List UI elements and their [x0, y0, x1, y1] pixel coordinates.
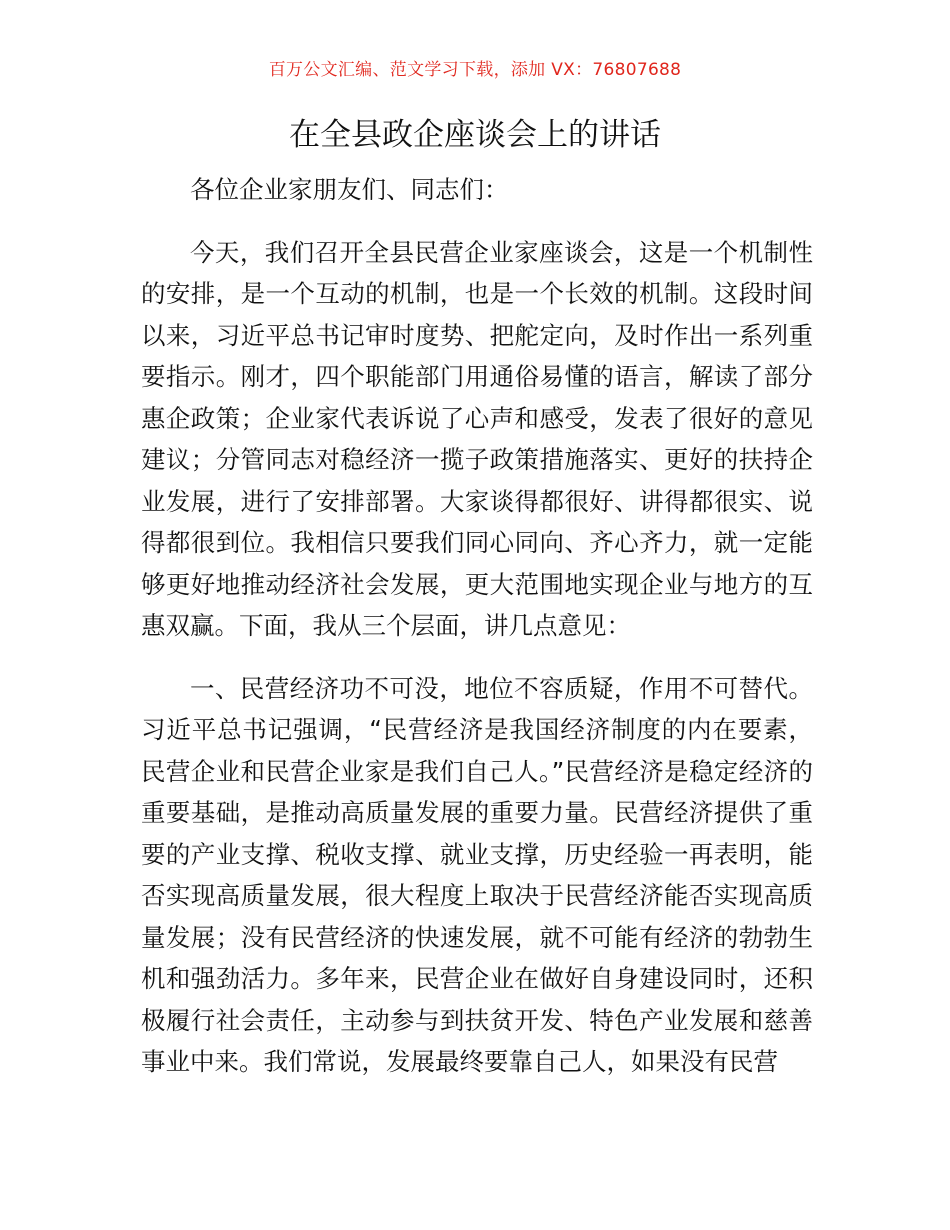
speech-body	[141, 169, 813, 1083]
greeting-line: 各位企业家朋友们、同志们：	[190, 175, 509, 204]
page-title: 在全县政企座谈会上的讲话	[289, 117, 661, 153]
paragraph-intro: 今天，我们召开全县民营企业家座谈会，这是一个机制性的安排，是一个互动的机制，也是一个长效的机制。这段时间以来，习近平总书记审时度势、把舵定向，及时作出一系列重要指示。刚才，四个职能部门用通俗易懂的语言，解读了部分惠企政策；企业家代表诉说了心声和感受，发表了很好的意见建议；分管同志对稳经济一揽子政策措施落实、更好的扶持企业发展，进行了安排部署。大家谈得都很好、讲得都很实、说得都很到位。我相信只要我们同心同向、齐心齐力，就一定能够更好地推动经济社会发展，更大范围地实现企业与地方的互惠双赢。下面，我从三个层面，讲几点意见：	[141, 237, 813, 640]
watermark-banner: 百万公文汇编、范文学习下载，添加 VX：76807688	[268, 60, 682, 80]
paragraph-section-one: 一、民营经济功不可没，地位不容质疑，作用不可替代。习近平总书记强调，“民营经济是我国经济制度的内在要素，民营企业和民营企业家是我们自己人。”民营经济是稳定经济的重要基础，是推动高质量发展的重要力量。民营经济提供了重要的产业支撑、税收支撑、就业支撑，历史经验一再表明，能否实现高质量发展，很大程度上取决于民营经济能否实现高质量发展；没有民营经济的快速发展，就不可能有经济的勃勃生机和强劲活力。多年来，民营企业在做好自身建设同时，还积极履行社会责任，主动参与到扶贫开发、特色产业发展和慈善事业中来。我们常说，发展最终要靠自己人，如果没有民营	[141, 673, 813, 1076]
